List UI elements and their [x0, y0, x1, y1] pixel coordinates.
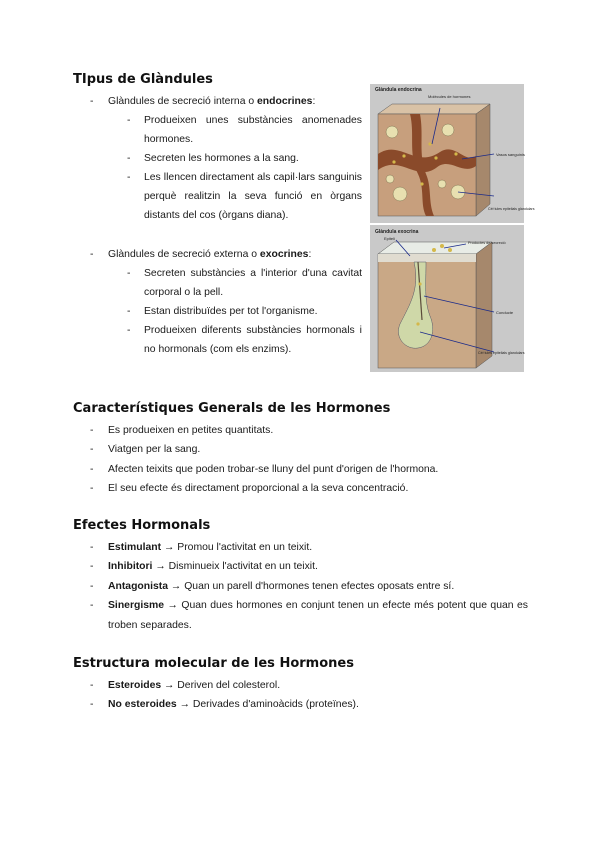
label-duct: Conducte [496, 310, 514, 315]
endocrine-figure-title: Glàndula endocrina [375, 87, 422, 93]
endocrine-item: - Les llencen directament als capil·lars sanguinis perquè realitzin la seva funció en òrgans distants del cos (òrgans diana). [127, 172, 362, 222]
list-item: - Sinergisme → Quan dues hormones en conjunt tenen un efecte més potent que quan es troben separades. [90, 600, 528, 631]
label-glandular-cells: Cèl·lules epitelials glandulars [478, 351, 525, 355]
bullet-dash: - [90, 249, 94, 260]
exocrine-bullet [90, 245, 350, 265]
list-item: - Viatgen per la sang. [90, 444, 201, 456]
bullet-dash: - [90, 96, 94, 107]
list-item: - Afecten teixits que poden trobar-se lluny del punt d'origen de l'hormona. [90, 463, 439, 475]
exocrine-item: - Secreten substàncies a l'interior d'una cavitat corporal o la pell. [127, 268, 362, 299]
gland-diagram-figure [370, 84, 535, 372]
section-title-caracteristiques: Característiques Generals de les Hormones [73, 401, 391, 416]
label-epithelial-cells: Cèl·lules epitelials glandulars [488, 207, 535, 211]
endocrine-text: Glàndules de secreció interna o endocrines: [108, 96, 316, 107]
list-item: - Antagonista → Quan un parell d'hormones tenen efectes oposats entre sí. [90, 580, 455, 592]
caracteristiques-list [90, 421, 530, 499]
estructura-list [90, 676, 530, 715]
label-secretion-products: Productes de secreció [468, 241, 506, 245]
section-title-glandules: TIpus de Glàndules [73, 72, 213, 87]
endocrine-bullet [90, 92, 350, 112]
exocrine-item: - Produeixen diferents substàncies hormonals i no hormonals (com els enzims). [127, 325, 362, 356]
list-item: - El seu efecte és directament proporcional a la seva concentració. [90, 483, 409, 495]
label-molecules: Molècules de hormones [428, 94, 471, 99]
efectes-list [90, 538, 530, 634]
list-item: - Inhibitori → Disminueix l'activitat en un teixit. [90, 561, 318, 573]
list-item: - Es produeixen en petites quantitats. [90, 425, 274, 436]
list-item: - Estimulant → Promou l'activitat en un teixit. [90, 542, 313, 553]
endocrine-item: - Produeixen unes substàncies anomenades hormones. [127, 115, 362, 146]
endocrine-item: - Secreten les hormones a la sang. [127, 153, 299, 164]
list-item: - Esteroides → Deriven del colesterol. [90, 680, 281, 691]
section-title-estructura: Estructura molecular de les Hormones [73, 656, 354, 671]
label-epithelium: Epiteli [384, 236, 395, 241]
label-blood-vessels: Vasos sanguinis [496, 152, 525, 157]
exocrine-item: - Estan distribuïdes per tot l'organisme. [127, 306, 318, 317]
section-title-efectes: Efectes Hormonals [73, 518, 211, 533]
list-item: - No esteroides → Derivades d'aminoàcids (proteïnes). [90, 699, 359, 711]
exocrine-figure-title: Glàndula exocrina [375, 229, 419, 235]
exocrine-text: Glàndules de secreció externa o exocrines: [108, 249, 312, 260]
